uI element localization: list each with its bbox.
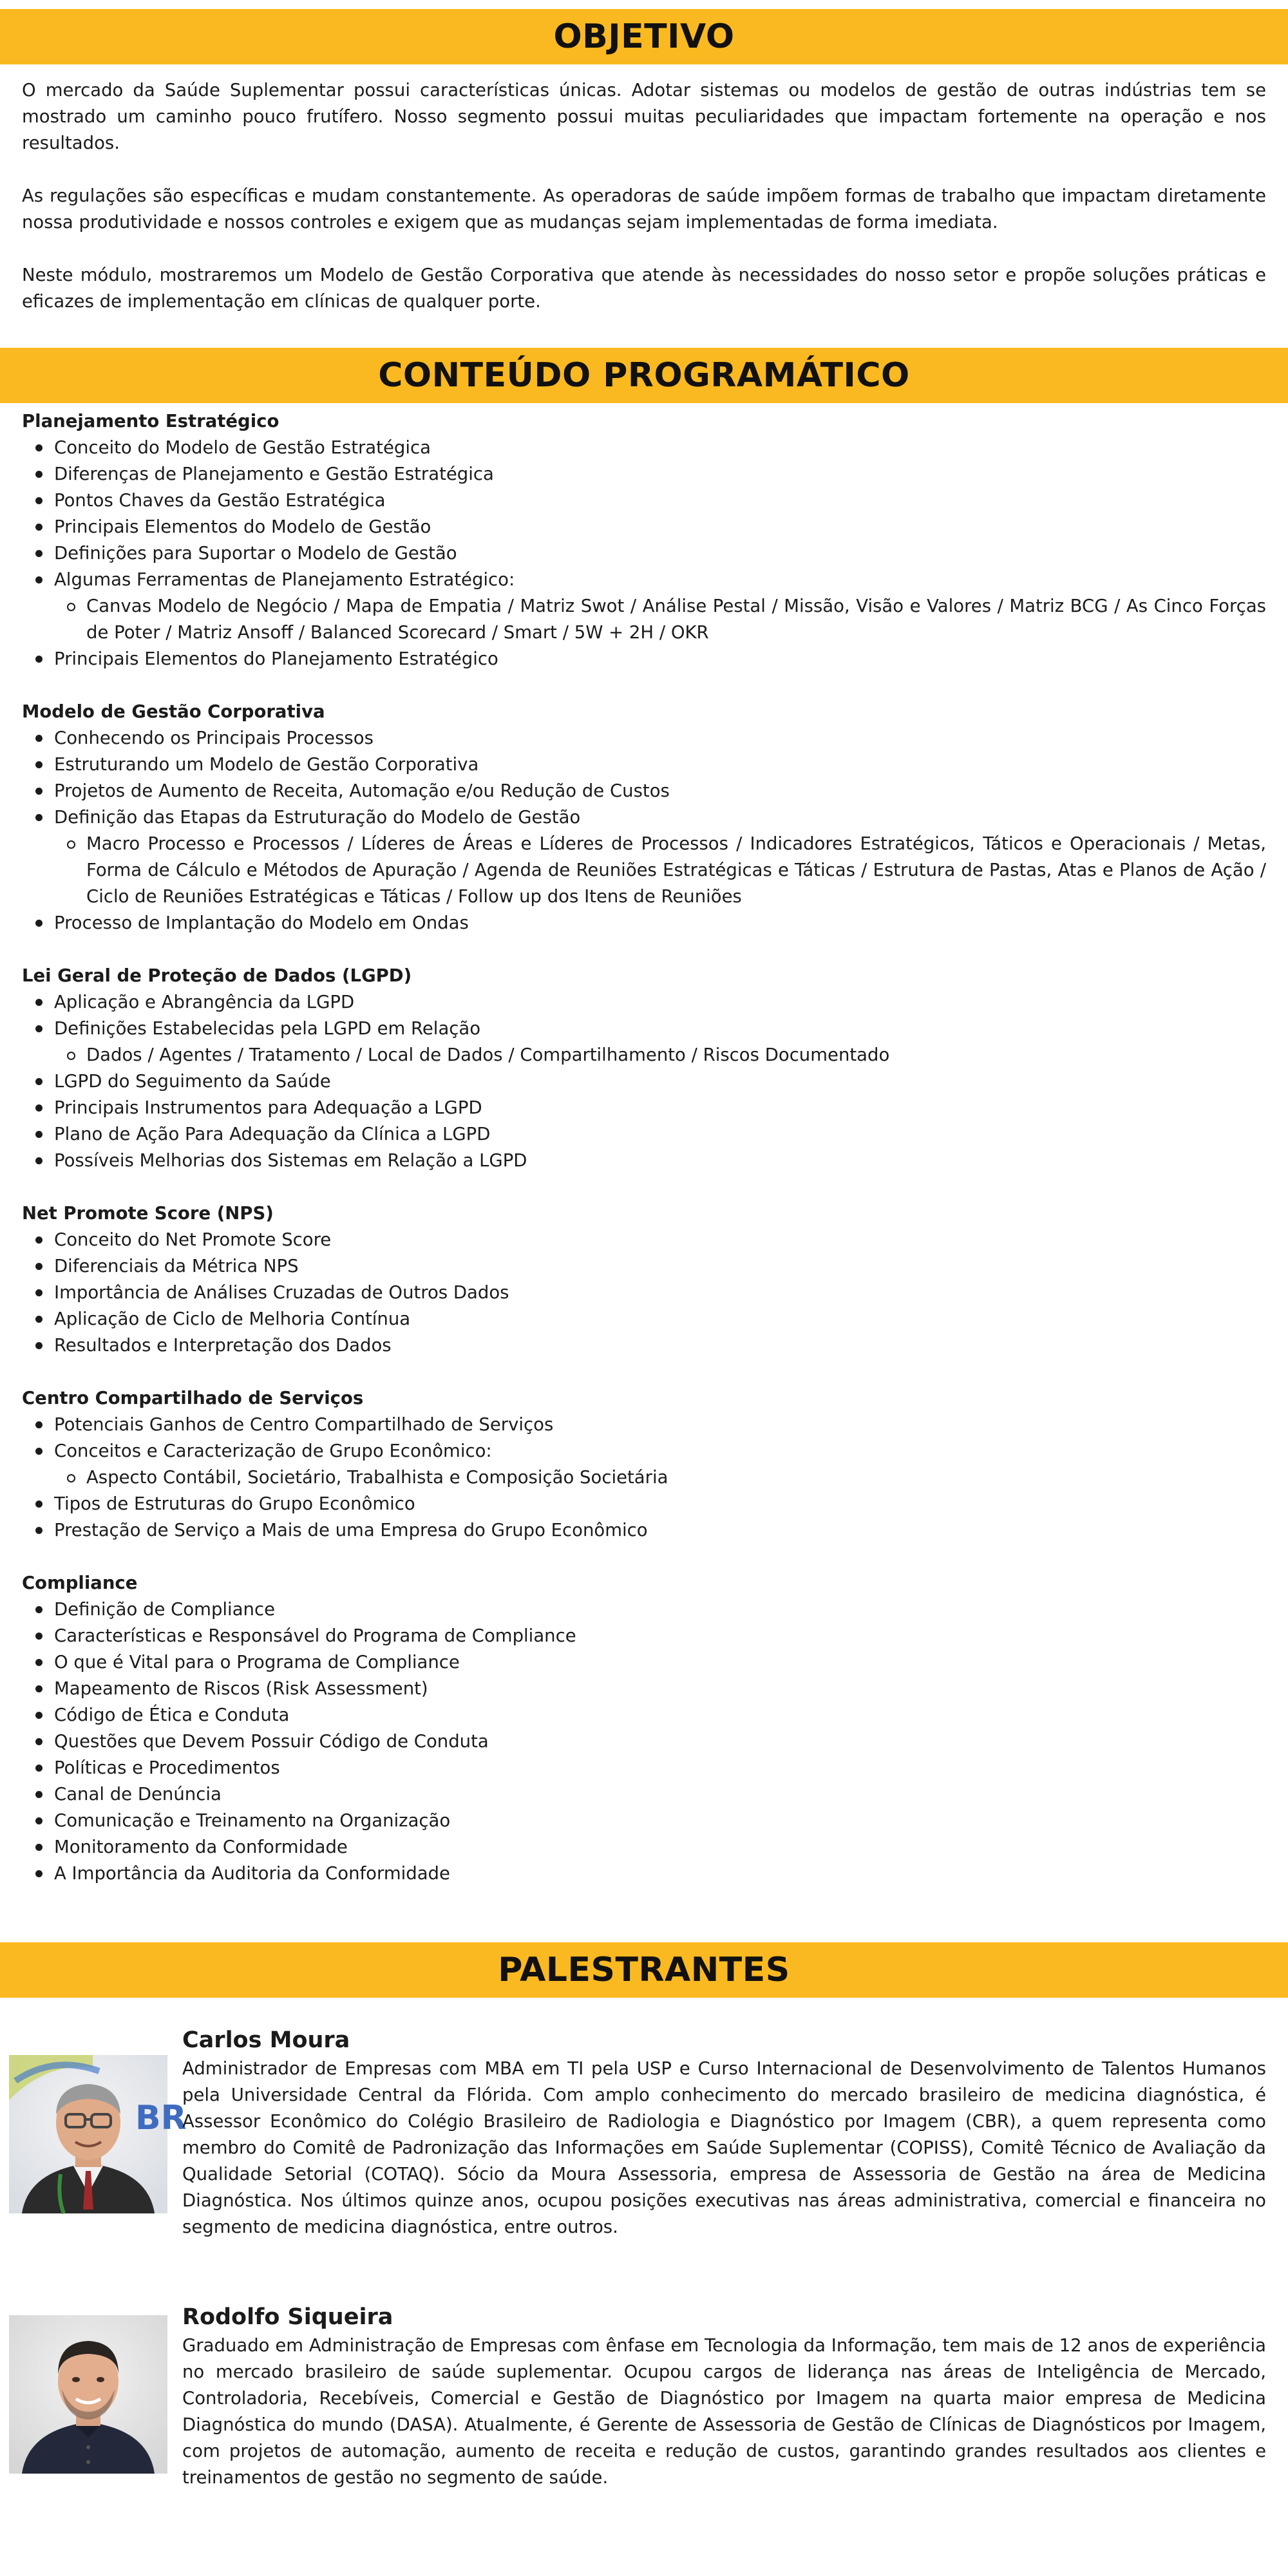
list-compliance (22, 1596, 1266, 1887)
speaker-name: Rodolfo Siqueira (182, 2304, 393, 2330)
list-item: Resultados e Interpretação dos Dados (22, 1332, 1266, 1359)
list-centro-compartilhado (22, 1412, 1266, 1544)
speaker-bio: Administrador de Empresas com MBA em TI pela USP e Curso Internacional de Desenvolvimento de Talentos Humanos pela Universidade Central da Flórida. Com amplo conhecimento do mercado brasileiro de medicina diagnóstica, é Assessor Econômico do Colégio Brasileiro de Radiologia e Diagnóstico por Imagem (CBR), a quem representa como membro do Comitê de Padronização das Informações em Saúde Suplementar (COPISS), Comitê Técnico de Avaliação da Qualidade Setorial (COTAQ). Sócio da Moura Assessoria, empresa de Assessoria de Gestão na área de Medicina Diagnóstica. Nos últimos quinze anos, ocupou posições executivas nas áreas administrativa, comercial e financeira no segmento de medicina diagnóstica, entre outros. (182, 2058, 1266, 2237)
list-item: Processo de Implantação do Modelo em Ondas (22, 910, 1266, 936)
list-item: Características e Responsável do Programa de Compliance (22, 1623, 1266, 1649)
list-lgpd (22, 989, 1266, 1174)
list-item: Tipos de Estruturas do Grupo Econômico (22, 1491, 1266, 1517)
section-title-lgpd: Lei Geral de Proteção de Dados (LGPD) (22, 965, 412, 986)
list-item: Possíveis Melhorias dos Sistemas em Relação a LGPD (22, 1148, 1266, 1174)
conteudo-banner: CONTEÚDO PROGRAMÁTICO (0, 348, 1288, 403)
list-item: Definições para Suportar o Modelo de Gestão (22, 540, 1266, 567)
list-item: Diferenças de Planejamento e Gestão Estratégica (22, 461, 1266, 488)
list-item: Prestação de Serviço a Mais de uma Empresa do Grupo Econômico (22, 1517, 1266, 1544)
list-item: Políticas e Procedimentos (22, 1755, 1266, 1781)
objetivo-banner: OBJETIVO (0, 9, 1288, 64)
list-item: Código de Ética e Conduta (22, 1702, 1266, 1728)
list-item: Monitoramento da Conformidade (22, 1834, 1266, 1861)
section-title-nps: Net Promote Score (NPS) (22, 1203, 274, 1224)
list-item: Definições Estabelecidas pela LGPD em Relação (22, 1016, 1266, 1042)
section-title-centro-compartilhado: Centro Compartilhado de Serviços (22, 1388, 364, 1408)
list-item: Comunicação e Treinamento na Organização (22, 1808, 1266, 1834)
list-modelo-gestao (22, 725, 1266, 936)
list-item: Aplicação e Abrangência da LGPD (22, 989, 1266, 1016)
list-item: Pontos Chaves da Gestão Estratégica (22, 488, 1266, 514)
list-item: Conhecendo os Principais Processos (22, 725, 1266, 752)
list-item: Conceito do Modelo de Gestão Estratégica (22, 435, 1266, 461)
speaker-bio: Graduado em Administração de Empresas com ênfase em Tecnologia da Informação, tem mais de 12 anos de experiência no mercado brasileiro de saúde suplementar. Ocupou cargos de liderança nas áreas de Inteligência de Mercado, Controladoria, Recebíveis, Comercial e Gestão de Diagnóstico por Imagem na quarta maior empresa de Medicina Diagnóstica do mundo (DASA). Atualmente, é Gerente de Assessoria de Gestão de Clínicas de Diagnósticos por Imagem, com projetos de automação, aumento de receita e redução de custos, garantindo grandes resultados aos clientes e treinamentos de gestão no segmento de saúde. (182, 2335, 1266, 2488)
list-item: Principais Instrumentos para Adequação a LGPD (22, 1095, 1266, 1121)
list-nps (22, 1227, 1266, 1359)
list-item: A Importância da Auditoria da Conformidade (22, 1861, 1266, 1887)
objetivo-paragraph: Neste módulo, mostraremos um Modelo de Gestão Corporativa que atende às necessidades do nosso setor e propõe soluções práticas e eficazes de implementação em clínicas de qualquer porte. (22, 265, 1266, 312)
section-title-compliance: Compliance (22, 1573, 138, 1593)
list-item: Conceitos e Caracterização de Grupo Econômico: (22, 1438, 1266, 1464)
sub-list-item: Macro Processo e Processos / Líderes de Áreas e Líderes de Processos / Indicadores Estratégicos, Táticos e Operacionais / Metas, Forma de Cálculo e Métodos de Apuração / Agenda de Reuniões Estratégicas e Táticas / Estrutura de Pastas, Atas e Planos de Ação / Ciclo de Reuniões Estratégicas e Táticas / Follow up dos Itens de Reuniões (22, 831, 1266, 910)
sub-list-item: Aspecto Contábil, Societário, Trabalhista e Composição Societária (22, 1464, 1266, 1491)
speaker-name: Carlos Moura (182, 2027, 350, 2053)
list-item: Definição das Etapas da Estruturação do Modelo de Gestão (22, 804, 1266, 831)
list-item: Diferenciais da Métrica NPS (22, 1253, 1266, 1280)
list-item: Aplicação de Ciclo de Melhoria Contínua (22, 1306, 1266, 1332)
list-item: Algumas Ferramentas de Planejamento Estratégico: (22, 567, 1266, 593)
sub-list-item: Canvas Modelo de Negócio / Mapa de Empatia / Matriz Swot / Análise Pestal / Missão, Visão e Valores / Matriz BCG / As Cinco Forças de Poter / Matriz Ansoff / Balanced Scorecard / Smart / 5W + 2H / OKR (22, 593, 1266, 646)
speaker-photo-carlos-moura (9, 2055, 187, 2213)
list-item: Mapeamento de Riscos (Risk Assessment) (22, 1676, 1266, 1702)
photo-logo-text: BR (135, 2099, 187, 2137)
list-item: Potenciais Ganhos de Centro Compartilhado de Serviços (22, 1412, 1266, 1438)
objetivo-paragraph: As regulações são específicas e mudam constantemente. As operadoras de saúde impõem formas de trabalho que impactam diretamente nossa produtividade e nossos controles e exigem que as mudanças sejam implementadas de forma imediata. (22, 185, 1266, 232)
palestrantes-banner: PALESTRANTES (0, 1942, 1288, 1998)
list-item: Estruturando um Modelo de Gestão Corporativa (22, 752, 1266, 778)
list-item: Projetos de Aumento de Receita, Automação e/ou Redução de Custos (22, 778, 1266, 804)
speaker-photo-rodolfo-siqueira (9, 2315, 167, 2474)
list-item: O que é Vital para o Programa de Compliance (22, 1649, 1266, 1676)
list-item: Conceito do Net Promote Score (22, 1227, 1266, 1253)
list-item: LGPD do Seguimento da Saúde (22, 1068, 1266, 1095)
list-item: Questões que Devem Possuir Código de Conduta (22, 1728, 1266, 1755)
list-item: Principais Elementos do Planejamento Estratégico (22, 646, 1266, 672)
list-planejamento (22, 435, 1266, 672)
avatar (9, 2055, 187, 2213)
list-item: Principais Elementos do Modelo de Gestão (22, 514, 1266, 540)
list-item: Importância de Análises Cruzadas de Outros Dados (22, 1280, 1266, 1306)
section-title-planejamento: Planejamento Estratégico (22, 411, 279, 431)
avatar (9, 2315, 167, 2474)
list-item: Canal de Denúncia (22, 1781, 1266, 1808)
section-title-modelo-gestao: Modelo de Gestão Corporativa (22, 701, 325, 722)
objetivo-paragraph: O mercado da Saúde Suplementar possui características únicas. Adotar sistemas ou modelos de gestão de outras indústrias tem se mostrado um caminho pouco frutífero. Nosso segmento possui muitas peculiaridades que impactam fortemente na operação e nos resultados. (22, 80, 1266, 153)
list-item: Definição de Compliance (22, 1596, 1266, 1623)
list-item: Plano de Ação Para Adequação da Clínica a LGPD (22, 1121, 1266, 1148)
sub-list-item: Dados / Agentes / Tratamento / Local de Dados / Compartilhamento / Riscos Documentado (22, 1042, 1266, 1068)
